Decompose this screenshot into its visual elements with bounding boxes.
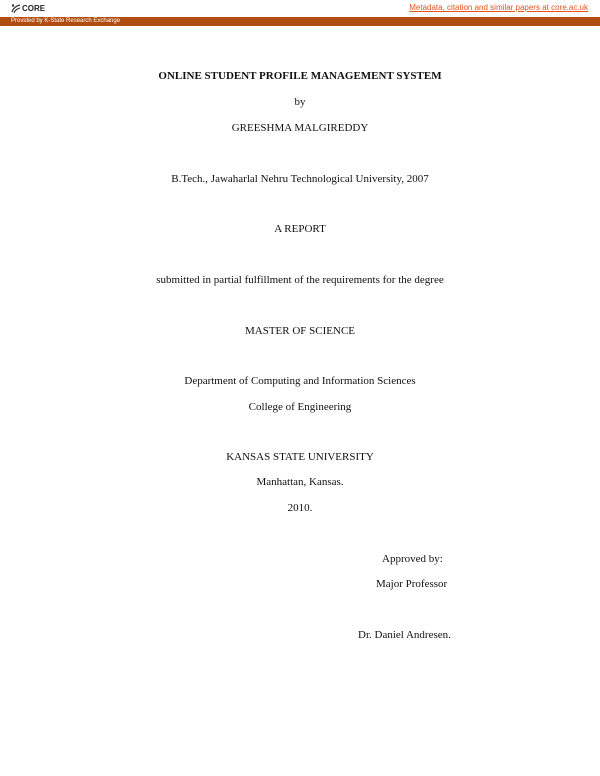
degree-name: MASTER OF SCIENCE (244, 325, 356, 337)
approved-by-label: Approved by: (382, 553, 443, 565)
submission-statement: submitted in partial fulfillment of the requirements for the degree (156, 274, 444, 286)
prior-degree: B.Tech., Jawaharlal Nehru Technological University, 2007 (171, 173, 429, 185)
provided-by-text[interactable]: Provided by K-State Research Exchange (11, 18, 121, 24)
college-name: College of Engineering (248, 401, 352, 413)
department-name: Department of Computing and Information Sciences (184, 375, 416, 387)
core-logo[interactable] (11, 2, 45, 15)
metadata-link[interactable]: Metadata, citation and similar papers at core.ac.uk (409, 3, 588, 12)
approver-role: Major Professor (376, 578, 448, 590)
core-logo-icon (11, 3, 21, 14)
university-name: KANSAS STATE UNIVERSITY (226, 451, 374, 463)
year: 2010. (287, 502, 313, 514)
approver-name: Dr. Daniel Andresen. (358, 629, 451, 641)
document-type: A REPORT (274, 223, 326, 235)
core-header (0, 0, 600, 17)
location: Manhattan, Kansas. (256, 476, 344, 488)
provided-by-bar (0, 17, 600, 26)
by-line: by (294, 96, 306, 108)
report-title: ONLINE STUDENT PROFILE MANAGEMENT SYSTEM (158, 70, 442, 82)
core-logo-text: CORE (22, 4, 46, 13)
author-name: GREESHMA MALGIREDDY (231, 122, 369, 134)
